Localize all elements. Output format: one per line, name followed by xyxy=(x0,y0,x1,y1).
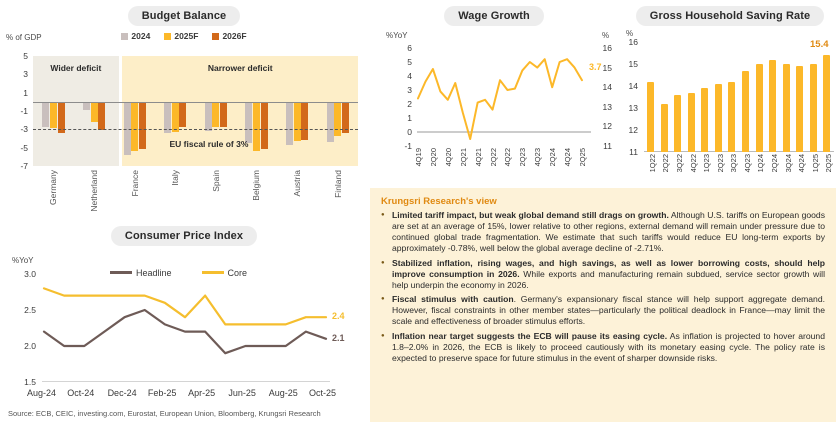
savings-y-unit: % xyxy=(626,29,634,38)
savings-plot-area xyxy=(644,42,834,152)
savings-x-tick: 1Q22 xyxy=(647,154,657,173)
savings-title-wrap xyxy=(620,0,840,26)
wage-right-y-tick: 12 xyxy=(602,121,612,132)
budget-bar xyxy=(327,102,334,142)
wage-right-y-tick: 15 xyxy=(602,62,612,73)
savings-x-tick: 3Q22 xyxy=(674,154,684,173)
savings-bar xyxy=(810,64,817,152)
view-bullet-body: Although U.S. tariffs on European goods are set at an average of 15%, lower relative to other regions, external demand will remain under pressure due to continued global trade fragmentation. We estimate that such tariffs would reduce EU long-term exports by approximately -0.78%, well below the global average decline of -2.71%. xyxy=(392,210,825,253)
budget-y-tick: 1 xyxy=(23,87,28,98)
budget-y-tick: -7 xyxy=(20,161,28,171)
budget-bar xyxy=(91,102,98,122)
cpi-x-tick: Oct-24 xyxy=(67,388,95,398)
budget-country-label: Spain xyxy=(210,170,221,192)
eu-fiscal-rule-line xyxy=(33,129,358,130)
wage-right-unit: % xyxy=(602,31,610,40)
wage-y-tick: 6 xyxy=(407,43,412,53)
cpi-plot-area xyxy=(42,274,342,382)
legend-label-core: Core xyxy=(227,268,248,278)
budget-bar xyxy=(334,102,341,136)
wage-y-tick: 3 xyxy=(407,85,412,95)
view-bullet-list xyxy=(381,210,825,364)
budget-bar xyxy=(205,102,212,131)
savings-bar xyxy=(715,84,722,152)
budget-bar xyxy=(139,102,146,150)
wage-value-label: 3.7 xyxy=(589,62,602,73)
savings-bar xyxy=(783,64,790,152)
view-bullet xyxy=(381,210,825,254)
saving-rate-panel xyxy=(620,0,840,188)
savings-bar xyxy=(688,93,695,152)
view-bullet-lead: Inflation near target suggests the ECB will pause its easing cycle. xyxy=(392,330,668,341)
view-bullet-body: . Germany's expansionary fiscal stance will help support aggregate demand. However, fiscal constraints in other member states—particularly the political deadlock in France—may limit the scale and effectiveness of broader stimulus efforts. xyxy=(392,294,825,326)
wage-x-tick: 4Q24 xyxy=(563,148,573,167)
source-note: Source: ECB, CEIC, investing.com, Eurostat, European Union, Bloomberg, Krungsri Research xyxy=(8,409,321,418)
wage-x-tick: 2Q22 xyxy=(488,148,498,167)
savings-x-tick: 2Q23 xyxy=(715,154,725,173)
view-bullet-body: While exports and manufacturing remain subdued, service sector growth will help underpin the economy in 2026. xyxy=(392,268,825,290)
wage-line-chart xyxy=(417,48,595,146)
savings-bar xyxy=(647,82,654,152)
legend-item-2024 xyxy=(121,31,150,41)
wage-x-tick: 2Q21 xyxy=(458,148,468,167)
budget-bar xyxy=(179,102,186,127)
cpi-y-tick: 3.0 xyxy=(24,269,36,279)
legend-swatch-2024 xyxy=(121,33,128,40)
budget-bar xyxy=(131,102,138,152)
wage-right-y-tick: 11 xyxy=(603,141,612,151)
savings-bar xyxy=(756,64,763,152)
cpi-x-tick: Aug-24 xyxy=(27,388,57,398)
cpi-line-chart xyxy=(42,274,342,382)
savings-y-tick: 16 xyxy=(628,37,638,47)
budget-bar xyxy=(172,102,179,132)
legend-item-2026f xyxy=(212,31,246,41)
budget-y-tick: -1 xyxy=(20,106,28,116)
cpi-x-tick: Aug-25 xyxy=(268,388,298,398)
legend-label-2025f: 2025F xyxy=(174,31,199,41)
wage-x-tick: 4Q20 xyxy=(443,148,453,167)
budget-plot-area xyxy=(33,56,358,166)
budget-bar xyxy=(342,102,349,133)
budget-zero-line xyxy=(33,102,358,104)
budget-bar xyxy=(50,102,57,129)
budget-country-label: Germany xyxy=(48,170,59,205)
budget-country-label: Belgium xyxy=(251,170,262,201)
savings-x-tick: 2Q24 xyxy=(769,154,779,173)
savings-x-tick: 2Q25 xyxy=(824,154,834,173)
wage-y-tick: 4 xyxy=(407,71,412,81)
cpi-y-tick: 2.0 xyxy=(24,341,36,351)
budget-balance-title: Budget Balance xyxy=(128,6,241,26)
savings-bar xyxy=(674,95,681,152)
wage-plot-area xyxy=(417,48,595,146)
savings-y-tick: 11 xyxy=(629,147,638,157)
savings-bar xyxy=(742,71,749,152)
cpi-y-tick: 1.5 xyxy=(24,377,36,387)
cpi-core-value-label: 2.4 xyxy=(332,311,345,322)
cpi-x-tick: Oct-25 xyxy=(309,388,337,398)
legend-label-2026f: 2026F xyxy=(222,31,247,41)
budget-category-labels xyxy=(33,168,358,212)
wage-right-y-tick: 16 xyxy=(602,43,612,53)
savings-bar xyxy=(661,104,668,152)
budget-legend xyxy=(0,31,368,41)
view-bullet-lead: Fiscal stimulus with caution xyxy=(392,294,514,304)
cpi-title-wrap xyxy=(0,212,368,246)
budget-bar xyxy=(253,102,260,152)
savings-x-tick: 1Q25 xyxy=(810,154,820,173)
budget-y-tick: -3 xyxy=(20,124,28,135)
view-bullet-lead: Limited tariff impact, but weak global demand still drags on growth. xyxy=(392,210,669,220)
budget-bar xyxy=(212,102,219,128)
savings-x-tick: 1Q24 xyxy=(756,154,766,173)
budget-bar xyxy=(164,102,171,133)
budget-country-label: Finland xyxy=(332,170,343,198)
cpi-panel xyxy=(0,212,368,428)
budget-y-tick: 5 xyxy=(23,51,28,61)
savings-y-tick: 14 xyxy=(628,81,638,91)
view-bullet xyxy=(381,294,825,327)
budget-country-label: France xyxy=(129,170,140,197)
savings-y-tick: 13 xyxy=(628,103,638,113)
cpi-x-tick: Feb-25 xyxy=(147,388,177,398)
savings-x-tick: 4Q22 xyxy=(688,154,698,173)
zone-label-wider: Wider deficit xyxy=(50,63,102,73)
savings-x-tick: 4Q23 xyxy=(742,154,752,173)
wage-y-tick: 2 xyxy=(407,99,412,109)
savings-x-tick: 3Q23 xyxy=(729,154,739,173)
wage-y-tick: -1 xyxy=(404,141,412,151)
view-bullet xyxy=(381,331,825,364)
budget-bar xyxy=(98,102,105,130)
budget-country-label: Italy xyxy=(170,170,181,186)
budget-y-tick: 3 xyxy=(23,69,28,80)
wage-x-tick: 4Q19 xyxy=(414,148,423,167)
cpi-y-unit: %YoY xyxy=(12,256,34,265)
budget-y-tick: -5 xyxy=(20,142,28,153)
savings-x-tick: 3Q24 xyxy=(783,154,793,173)
cpi-y-tick: 2.5 xyxy=(24,305,36,315)
budget-y-unit: % of GDP xyxy=(6,33,42,42)
wage-x-tick: 2Q24 xyxy=(548,148,558,167)
krungsri-research-view-panel xyxy=(370,188,836,422)
cpi-x-tick: Dec-24 xyxy=(107,388,137,398)
budget-country-label: Austria xyxy=(292,170,303,197)
cpi-x-tick: Jun-25 xyxy=(228,388,256,398)
wage-y-tick: 5 xyxy=(407,57,412,67)
budget-country-label: Netherland xyxy=(88,170,99,212)
wage-title-wrap xyxy=(370,0,618,26)
savings-bar xyxy=(823,55,830,152)
budget-title-wrap xyxy=(0,0,368,26)
legend-item-2025f xyxy=(164,31,198,41)
savings-y-tick: 15 xyxy=(628,59,638,69)
budget-bar xyxy=(58,102,65,133)
budget-balance-panel xyxy=(0,0,368,212)
budget-bar xyxy=(301,102,308,141)
cpi-title: Consumer Price Index xyxy=(111,226,257,246)
legend-swatch-2026f xyxy=(212,33,219,40)
budget-bar xyxy=(42,102,49,128)
wage-y-unit: %YoY xyxy=(386,31,408,40)
savings-x-tick: 2Q22 xyxy=(661,154,671,173)
wage-right-y-tick: 14 xyxy=(602,82,612,93)
wage-growth-title: Wage Growth xyxy=(444,6,544,26)
wage-x-tick: 2Q23 xyxy=(518,148,528,167)
cpi-x-tick: Apr-25 xyxy=(188,388,216,398)
savings-bar xyxy=(769,60,776,152)
savings-value-label: 15.4 xyxy=(810,39,829,51)
wage-x-tick: 4Q23 xyxy=(533,148,543,167)
view-bullet-lead: Stabilized inflation, rising wages, and high savings, as well as lower borrowing costs, should help improve consumption in 2026. xyxy=(392,257,825,279)
wage-growth-panel xyxy=(370,0,618,188)
view-panel-title: Krungsri Research's view xyxy=(381,196,497,207)
view-bullet xyxy=(381,258,825,291)
saving-rate-title: Gross Household Saving Rate xyxy=(636,6,824,26)
savings-x-tick: 4Q24 xyxy=(797,154,807,173)
eu-fiscal-rule-label: EU fiscal rule of 3% xyxy=(169,139,249,150)
wage-x-tick: 2Q20 xyxy=(428,148,438,167)
savings-bar xyxy=(728,82,735,152)
savings-bar xyxy=(701,88,708,152)
budget-bar xyxy=(286,102,293,145)
savings-bar xyxy=(796,66,803,152)
wage-y-tick: 0 xyxy=(407,127,412,137)
budget-bar xyxy=(294,102,301,141)
savings-x-tick: 1Q23 xyxy=(702,154,712,173)
legend-label-headline: Headline xyxy=(136,268,172,278)
legend-label-2024: 2024 xyxy=(131,31,151,41)
view-bullet-body: As inflation is projected to hover around 1.8–2.0% in 2026, the ECB is likely to proceed cautiously with its monetary easing cycle. The policy rate is expected to preserve space for future stimulus in the event of sharper downside risks. xyxy=(392,330,825,363)
budget-bar xyxy=(245,102,252,143)
cpi-headline-value-label: 2.1 xyxy=(332,332,345,343)
budget-bar xyxy=(220,102,227,128)
zone-label-narrower: Narrower deficit xyxy=(207,63,273,73)
wage-x-tick: 4Q21 xyxy=(473,148,483,167)
savings-baseline xyxy=(644,151,834,152)
savings-y-tick: 12 xyxy=(628,125,638,135)
wage-x-tick: 4Q22 xyxy=(503,148,513,167)
wage-x-tick: 2Q25 xyxy=(578,148,587,167)
budget-bar xyxy=(261,102,268,150)
wage-y-tick: 1 xyxy=(407,113,412,123)
legend-swatch-2025f xyxy=(164,33,171,40)
wage-right-y-tick: 13 xyxy=(602,101,612,112)
